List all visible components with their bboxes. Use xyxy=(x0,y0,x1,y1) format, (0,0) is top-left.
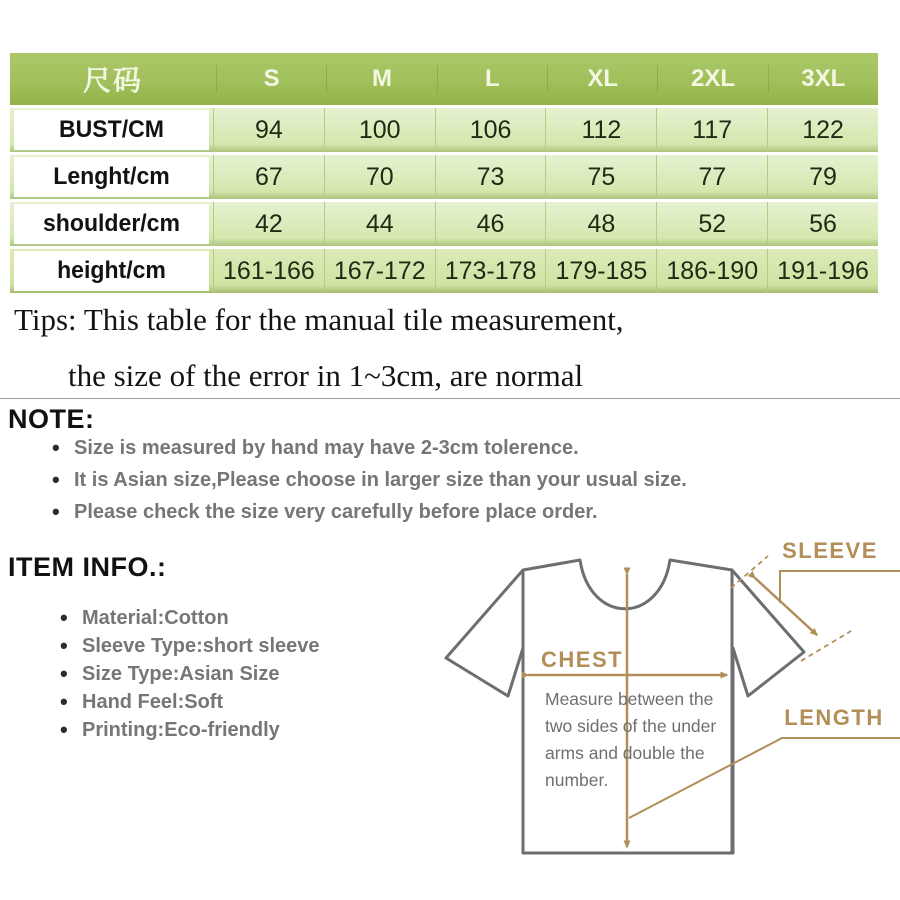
size-value-cell: 179-185 xyxy=(545,249,656,293)
header-cell-2XL: 2XL xyxy=(657,65,767,93)
size-value-cell: 94 xyxy=(213,108,324,152)
size-value-cell: 173-178 xyxy=(435,249,546,293)
item-info-heading: ITEM INFO.: xyxy=(8,552,167,582)
sleeve-label: SLEEVE xyxy=(782,540,878,563)
size-value-cell: 46 xyxy=(435,202,546,246)
sleeve-dash-bottom xyxy=(801,631,851,661)
row-label: BUST/CM xyxy=(14,110,209,150)
size-value-cell: 75 xyxy=(545,155,656,199)
size-value-cell: 44 xyxy=(324,202,435,246)
chest-label: CHEST xyxy=(541,647,624,672)
row-label: height/cm xyxy=(14,251,209,291)
list-item: • Hand Feel:Soft xyxy=(58,692,320,713)
header-cell-L: L xyxy=(437,65,547,93)
size-chart-body xyxy=(10,108,878,293)
size-value-cell: 42 xyxy=(213,202,324,246)
size-value-cell: 70 xyxy=(324,155,435,199)
size-value-cell: 161-166 xyxy=(213,249,324,293)
size-value-cell: 73 xyxy=(435,155,546,199)
tshirt-measure-diagram xyxy=(430,540,900,900)
chest-measure-note: Measure between the two sides of the under arms and double the number. xyxy=(545,689,717,790)
table-row xyxy=(10,108,878,152)
tips-line-1: Tips: This table for the manual tile measurement, xyxy=(14,302,624,337)
list-item: • It is Asian size,Please choose in larger size than your usual size. xyxy=(50,470,687,491)
note-list xyxy=(50,438,687,534)
list-item: • Size is measured by hand may have 2-3cm tolerence. xyxy=(50,438,687,459)
tips-line-2: the size of the error in 1~3cm, are normal xyxy=(68,358,584,393)
size-value-cell: 112 xyxy=(545,108,656,152)
size-value-cell: 79 xyxy=(767,155,878,199)
size-chart-header-row xyxy=(10,53,878,105)
size-value-cell: 191-196 xyxy=(767,249,878,293)
size-value-cell: 122 xyxy=(767,108,878,152)
list-item: • Please check the size very carefully before place order. xyxy=(50,502,687,523)
header-cell-XL: XL xyxy=(547,65,657,93)
sleeve-leader-line xyxy=(780,571,900,603)
section-divider xyxy=(0,398,900,399)
header-cell-size-label: 尺码 xyxy=(82,65,143,96)
size-value-cell: 100 xyxy=(324,108,435,152)
size-value-cell: 48 xyxy=(545,202,656,246)
row-label: Lenght/cm xyxy=(14,157,209,197)
table-row xyxy=(10,155,878,199)
note-heading: NOTE: xyxy=(8,404,95,434)
table-row xyxy=(10,202,878,246)
size-chart-table xyxy=(10,53,878,296)
size-value-cell: 106 xyxy=(435,108,546,152)
list-item: • Material:Cotton xyxy=(58,608,320,629)
size-value-cell: 52 xyxy=(656,202,767,246)
header-cell-M: M xyxy=(326,65,436,93)
header-cell-S: S xyxy=(216,65,326,93)
item-info-list xyxy=(58,608,320,748)
list-item: • Size Type:Asian Size xyxy=(58,664,320,685)
list-item: • Printing:Eco-friendly xyxy=(58,720,320,741)
header-cell-3XL: 3XL xyxy=(768,65,878,93)
size-value-cell: 167-172 xyxy=(324,249,435,293)
row-label: shoulder/cm xyxy=(14,204,209,244)
list-item: • Sleeve Type:short sleeve xyxy=(58,636,320,657)
length-label: LENGTH xyxy=(784,705,884,730)
table-row xyxy=(10,249,878,293)
size-value-cell: 77 xyxy=(656,155,767,199)
size-value-cell: 67 xyxy=(213,155,324,199)
size-value-cell: 56 xyxy=(767,202,878,246)
size-value-cell: 117 xyxy=(656,108,767,152)
size-value-cell: 186-190 xyxy=(656,249,767,293)
